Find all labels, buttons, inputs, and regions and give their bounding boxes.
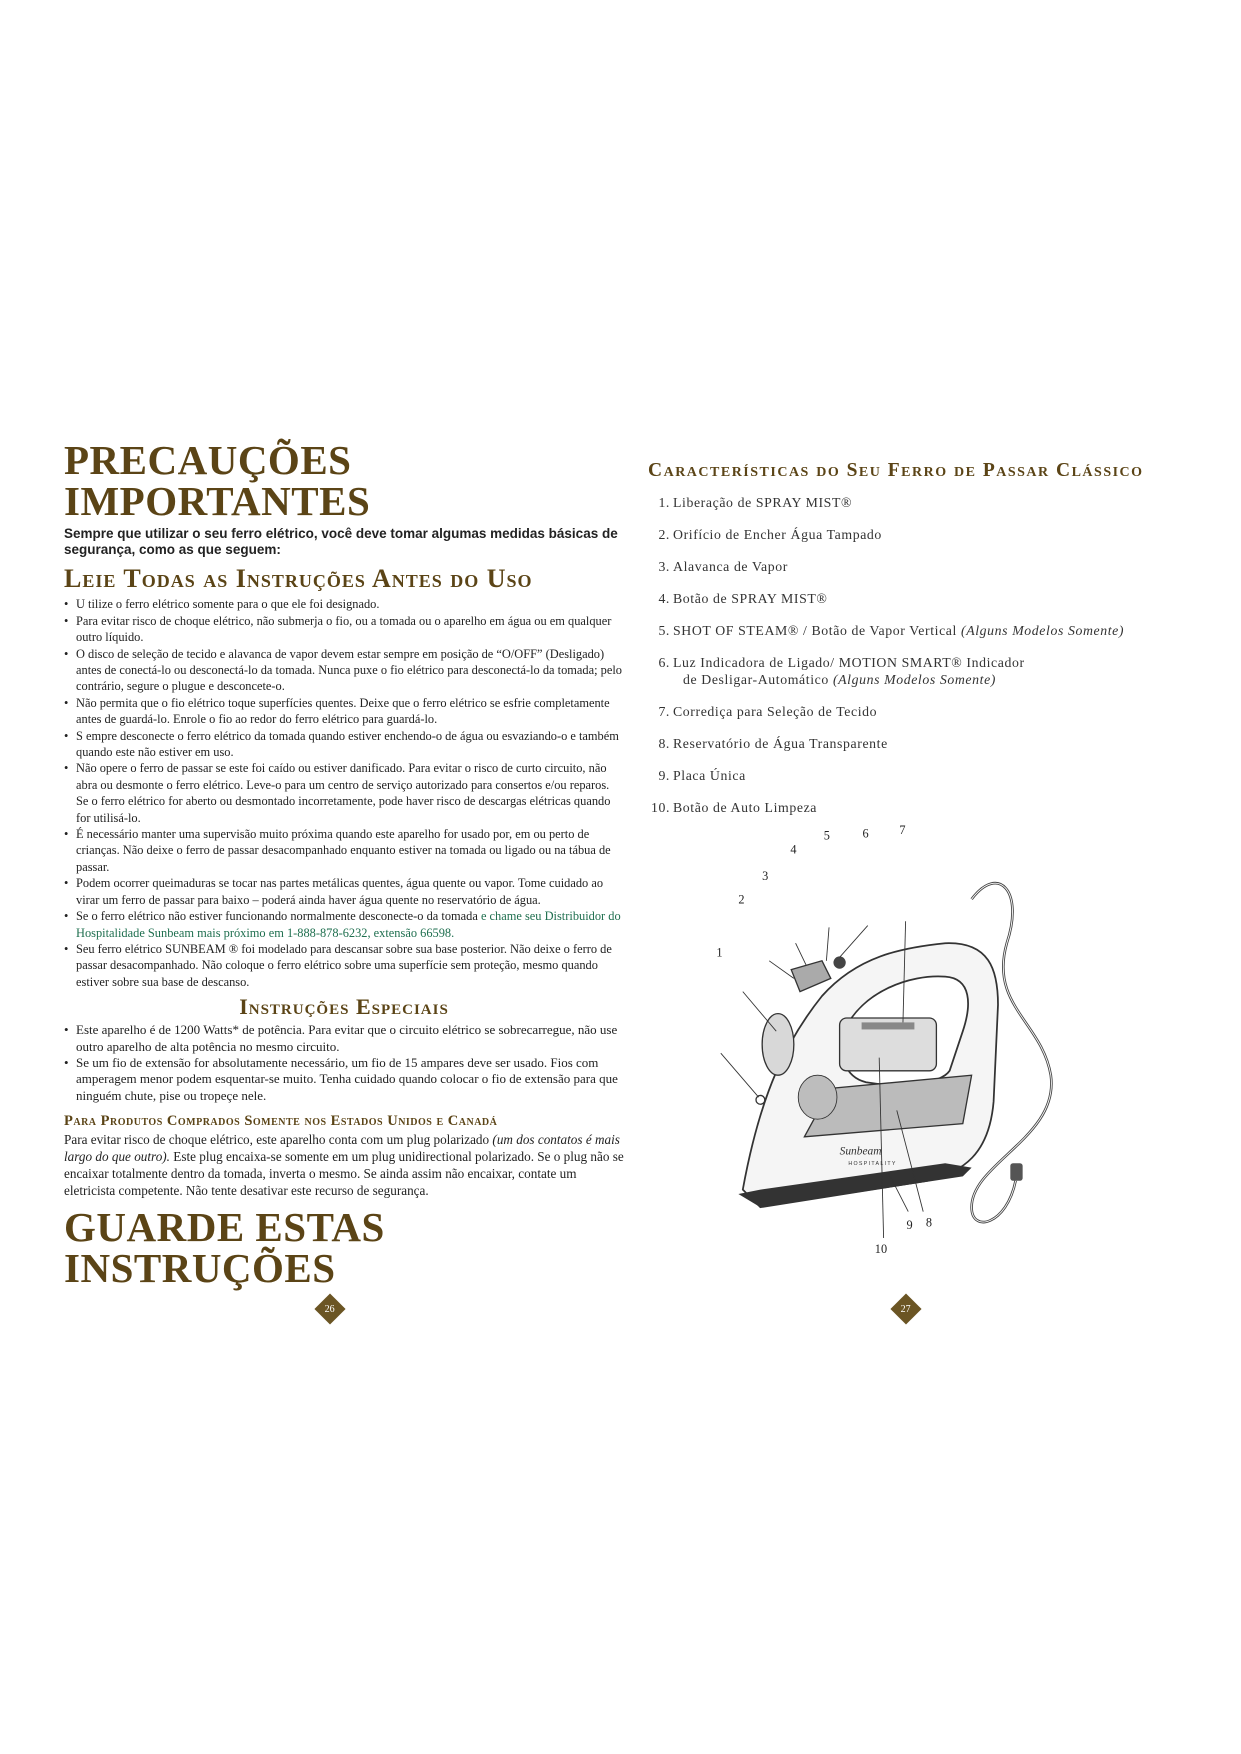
- features-heading: Características do Seu Ferro de Passar Clássico: [648, 460, 1144, 481]
- usa-heading: Para Produtos Comprados Somente nos Estados Unidos e Canadá: [64, 1113, 498, 1130]
- callout-4: 4: [790, 842, 797, 857]
- list-item: 7. Corrediça para Seleção de Tecido: [658, 704, 878, 719]
- distributor-contact: e chame seu Distribuidor do Hospitalidade Sunbeam mais próximo em 1-888-878-6232, extensão 66598.: [76, 909, 621, 940]
- list-item: 9. Placa Única: [658, 768, 746, 783]
- callout-9: 9: [906, 1218, 913, 1233]
- safety-list: [64, 596, 624, 990]
- steam-dial: [798, 1075, 837, 1119]
- special-heading: Instruções Especiais: [239, 994, 449, 1020]
- left-page: [64, 437, 624, 1291]
- power-light: [833, 956, 845, 968]
- page-number-right: 27: [890, 1293, 921, 1324]
- list-item: • U tilize o ferro elétrico somente para o que ele foi designado.: [64, 597, 380, 612]
- list-item: • Podem ocorrer queimaduras se tocar nas partes metálicas quentes, água quente ou vapor. Tome cuidado ao virar um ferro de passar para baixo – poderá ainda haver água quente no reservatório de água.: [64, 876, 604, 907]
- list-item: • Se o ferro elétrico não estiver funcionando normalmente desconecte-o da tomada e chame seu Distribuidor do Hospitalidade Sunbeam mais próximo em 1-888-878-6232, extensão 66598.: [64, 909, 621, 940]
- usa-text: Para evitar risco de choque elétrico, este aparelho conta com um plug polarizado (um dos contatos é mais largo do que outro). Este plug encaixa-se somente em um plug unidirectional polarizado. Se o plug não se encaixar totalmente dentro da tomada, inverta o mesmo. Se ainda assim não encaixar, contate um eletricista competente. Não tente desativar este recurso de segurança.: [64, 1131, 624, 1198]
- right-page: [648, 460, 1188, 831]
- brand-logo: Sunbeam: [839, 1145, 882, 1158]
- iron-diagram: [680, 820, 1140, 1260]
- list-item: 4. Botão de SPRAY MIST®: [658, 591, 828, 606]
- list-item: • Seu ferro elétrico SUNBEAM ® foi modelado para descansar sobre sua base posterior. Não deixe o ferro de passar desacompanhado. Não coloque o ferro elétrico sobre uma superfície sem proteção, mesmo quando estiver sobre sua base de descanso.: [64, 941, 612, 989]
- list-item: 10. Botão de Auto Limpeza: [650, 800, 818, 815]
- callout-5: 5: [823, 828, 830, 843]
- special-list: [64, 1022, 624, 1104]
- list-item: 8. Reservatório de Água Transparente: [658, 736, 888, 751]
- list-item: • É necessário manter uma supervisão muito próxima quando este aparelho for usado por, em ou perto de crianças. Não deixe o ferro de passar desacompanhado enquanto estiver na tomada ou ligado ou na tábua de passar.: [64, 827, 611, 874]
- list-item: • Se um fio de extensão for absolutamente necessário, um fio de 15 ampares deve ser usado. Fios com amperagem menor podem esquentar-se muito. Tenha cuidado quando colocar o fio de extensão para que ninguém chute, pise ou tropeçe nele.: [64, 1054, 618, 1103]
- list-item: 1. Liberação de SPRAY MIST®: [658, 495, 853, 510]
- callout-1: 1: [716, 945, 723, 960]
- callout-7: 7: [899, 823, 906, 838]
- plug-icon: [1010, 1163, 1022, 1181]
- list-item: • O disco de seleção de tecido e alavanca de vapor devem estar sempre em posição de “O/OFF” (Desligado) antes de conectá-lo ou desconectá-lo da tomada. Nunca puxe o fio elétrico para desconectá-lo da tomada; pelo contrário, segure o plugue e desconcete-o.: [64, 646, 622, 694]
- fill-hole: [762, 1014, 794, 1076]
- list-item: • Para evitar risco de choque elétrico, não submerja o fio, ou a tomada ou o aparelho em água ou em qualquer outro líquido.: [64, 613, 612, 645]
- features-list: [648, 494, 1188, 816]
- list-item: 3. Alavanca de Vapor: [658, 559, 788, 574]
- list-item: 2. Orifício de Encher Água Tampado: [658, 527, 882, 542]
- callout-6: 6: [862, 826, 869, 841]
- list-item: 5. SHOT OF STEAM® / Botão de Vapor Vertical (Alguns Modelos Somente): [658, 623, 1125, 638]
- fabric-slider: [862, 1022, 915, 1029]
- spray-mist-button: [791, 961, 831, 992]
- page-title: PRECAUÇÕES IMPORTANTES: [64, 437, 371, 524]
- spray-nozzle: [756, 1095, 765, 1104]
- save-instructions-title: GUARDE ESTAS INSTRUÇÕES: [64, 1203, 385, 1291]
- page-number-left: 26: [314, 1293, 345, 1324]
- callout-2: 2: [738, 892, 745, 907]
- list-item: • Não permita que o fio elétrico toque superfícies quentes. Deixe que o ferro elétrico se esfrie completamente antes de guardá-lo. Enrole o fio ao redor do ferro elétrico para guardá-lo.: [64, 695, 610, 727]
- list-item: 6. Luz Indicadora de Ligado/ MOTION SMART® Indicador de Desligar-Automático (Alguns Modelos Somente): [658, 655, 1025, 687]
- brand-sub: HOSPITALITY: [848, 1160, 897, 1167]
- intro-text: Sempre que utilizar o seu ferro elétrico, você deve tomar algumas medidas básicas de segurança, como as que seguem:: [64, 526, 618, 558]
- callout-10: 10: [874, 1241, 888, 1256]
- list-item: • S empre desconecte o ferro elétrico da tomada quando estiver enchendo-o de água ou esvaziando-o e também quando este não estiver em uso.: [64, 728, 619, 760]
- list-item: • Este aparelho é de 1200 Watts* de potência. Para evitar que o circuito elétrico se sobrecarregue, não use outro aparelho de alta potência no mesmo circuito.: [64, 1022, 618, 1054]
- list-item: • Não opere o ferro de passar se este foi caído ou estiver danificado. Para evitar o risco de curto circuito, não abra ou desmonte o ferro elétrico. Leve-o para um centro de serviço autorizado para consertos e/ou reparos. Se o ferro elétrico for aberto ou desmontado incorretamente, pode haver risco de descargas elétricas quando for utilisá-lo.: [64, 761, 611, 825]
- read-heading: Leie Todas as Instruções Antes do Uso: [64, 564, 533, 594]
- callout-3: 3: [762, 868, 769, 883]
- callout-8: 8: [925, 1215, 932, 1230]
